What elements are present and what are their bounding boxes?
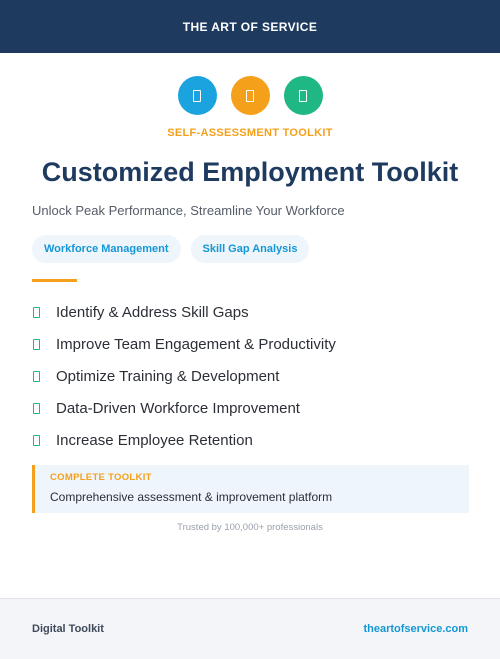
feature-label: Improve Team Engagement & Productivity <box>56 335 336 353</box>
document-icon <box>246 90 254 102</box>
footer-label: Digital Toolkit <box>32 623 104 635</box>
top-banner <box>0 0 500 53</box>
blue-circle-icon <box>178 76 217 115</box>
icon-row <box>0 76 500 115</box>
brand-name: THE ART OF SERVICE <box>182 19 318 34</box>
tag-list <box>32 235 309 263</box>
check-icon <box>33 339 40 350</box>
green-circle-icon <box>284 76 323 115</box>
website-link[interactable]: theartofservice.com <box>363 623 468 635</box>
document-icon <box>299 90 307 102</box>
toolkit-callout <box>32 465 469 513</box>
list-item <box>32 360 336 392</box>
list-item <box>32 392 336 424</box>
accent-divider <box>32 279 77 282</box>
list-item <box>32 296 336 328</box>
feature-label: Data-Driven Workforce Improvement <box>56 399 300 417</box>
check-icon <box>33 371 40 382</box>
trust-note: Trusted by 100,000+ professionals <box>177 522 323 533</box>
check-icon <box>33 435 40 446</box>
check-icon <box>33 307 40 318</box>
page-title: Customized Employment Toolkit <box>41 157 459 187</box>
footer <box>0 598 500 659</box>
callout-text: Comprehensive assessment & improvement platform <box>50 490 333 504</box>
feature-label: Identify & Address Skill Gaps <box>56 303 249 321</box>
feature-label: Optimize Training & Development <box>56 367 280 385</box>
check-icon <box>33 403 40 414</box>
tag-skill-gap-analysis: Skill Gap Analysis <box>191 235 310 263</box>
orange-circle-icon <box>231 76 270 115</box>
callout-title: COMPLETE TOOLKIT <box>50 472 152 483</box>
feature-list <box>32 296 336 456</box>
list-item <box>32 328 336 360</box>
kicker-label: SELF-ASSESSMENT TOOLKIT <box>167 127 333 139</box>
feature-label: Increase Employee Retention <box>56 431 253 449</box>
tag-workforce-management: Workforce Management <box>32 235 181 263</box>
document-icon <box>193 90 201 102</box>
subtitle: Unlock Peak Performance, Streamline Your Workforce <box>32 203 345 218</box>
list-item <box>32 424 336 456</box>
